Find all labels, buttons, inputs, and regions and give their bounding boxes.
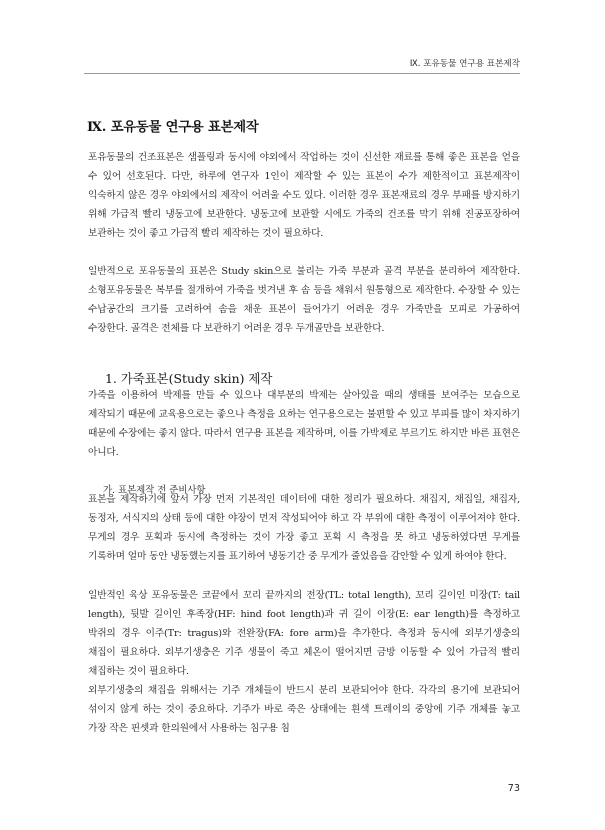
subsection-paragraph-3: 외부기생충의 채집을 위해서는 기주 개체들이 반드시 분리 보관되어야 한다. 각각의 용기에 보관되어 섞이지 않게 하는 것이 중요하다. 기주가 바로 죽은 상태에는 흰색 트레이의 중앙에 기주 개체를 놓고 가장 작은 핀셋과 한의원에서 사용하는 침구용 침 bbox=[88, 685, 520, 735]
header-divider bbox=[84, 73, 520, 74]
subsection-paragraph-2: 일반적인 육상 포유동물은 코끝에서 꼬리 끝까지의 전장(TL: total length), 꼬리 길이인 미장(T: tail length), 뒷발 길이인 후족장(HF: hind foot length)과 귀 길이 이장(E: ear length)를 측정하고 박쥐의 경우 이주(Tr: tragus)와 전완장(FA: fore arm)을 추가한다. 측정과 동시에 외부기생충의 채집이 필요하다. 외부기생충은 기주 생물이 죽고 체온이 떨어지면 금방 이동할 수 있어 가급적 빨리 채집하는 것이 필요하다. bbox=[88, 590, 520, 678]
subsection-paragraph-1: 표본을 제작하기에 앞서 가장 먼저 기본적인 데이터에 대한 정리가 필요하다. 채집지, 채집일, 채집자, 동정자, 서식지의 상태 등에 대한 야장이 먼저 작성되어야 하고 각 부위에 대한 측정이 이루어져야 한다. 무게의 경우 포획과 동시에 측정하는 것이 가장 좋고 포획 시 측정을 못 하고 냉동하였다면 무게를 기록하며 얼마 동안 냉동했는지를 표기하여 냉동기간 중 무게가 줄었음을 감안할 수 있게 하여야 한다. bbox=[88, 494, 520, 563]
subsection-title: 가. 표본제작 전 준비사항 bbox=[103, 485, 206, 496]
page-number: 73 bbox=[507, 783, 520, 794]
section-title: 1. 가죽표본(Study skin) 제작 bbox=[105, 371, 273, 386]
intro-paragraph-1: 포유동물의 건조표본은 샘플링과 동시에 야외에서 작업하는 것이 신선한 재료를 통해 좋은 표본을 얻을 수 있어 선호된다. 다만, 하루에 연구자 1인이 제작할 수 있는 표본이 수가 제한적이고 표본제작이 익숙하지 않은 경우 야외에서의 제작이 어려울 수도 있다. 이러한 경우 표본재료의 경우 부패를 방지하기 위해 가급적 빨리 냉동고에 보관한다. 냉동고에 보관할 시에도 가죽의 건조를 막기 위해 진공포장하여 보관하는 것이 좋고 가급적 빨리 제작하는 것이 필요하다. bbox=[88, 152, 520, 240]
section-paragraph: 가죽을 이용하여 박제를 만들 수 있으나 대부분의 박제는 살아있을 때의 생태를 보여주는 모습으로 제작되기 때문에 교육용으로는 좋으나 측정을 요하는 연구용으로는 불편할 수 있고 부피를 많이 차지하기 때문에 수장에는 좋지 않다. 따라서 연구용 표본을 제작하며, 이를 가박제로 부르기도 하지만 바른 표현은 아니다. bbox=[88, 390, 520, 459]
intro-paragraph-2: 일반적으로 포유동물의 표본은 Study skin으로 불리는 가죽 부분과 골격 부분을 분리하여 제작한다. 소형포유동물은 복부를 절개하여 가죽을 벗겨낸 후 솜 등을 채워서 원통형으로 제작한다. 수장할 수 있는 수납공간의 크기를 고려하여 솜을 채운 표본이 들어가기 어려운 경우 가죽만을 모피로 가공하여 수장한다. 골격은 전체를 다 보관하기 어려운 경우 두개골만을 보관한다. bbox=[88, 266, 520, 335]
running-header: Ⅸ. 포유동물 연구용 표본제작 bbox=[409, 59, 520, 69]
chapter-title: Ⅸ. 포유동물 연구용 표본제작 bbox=[87, 120, 259, 135]
